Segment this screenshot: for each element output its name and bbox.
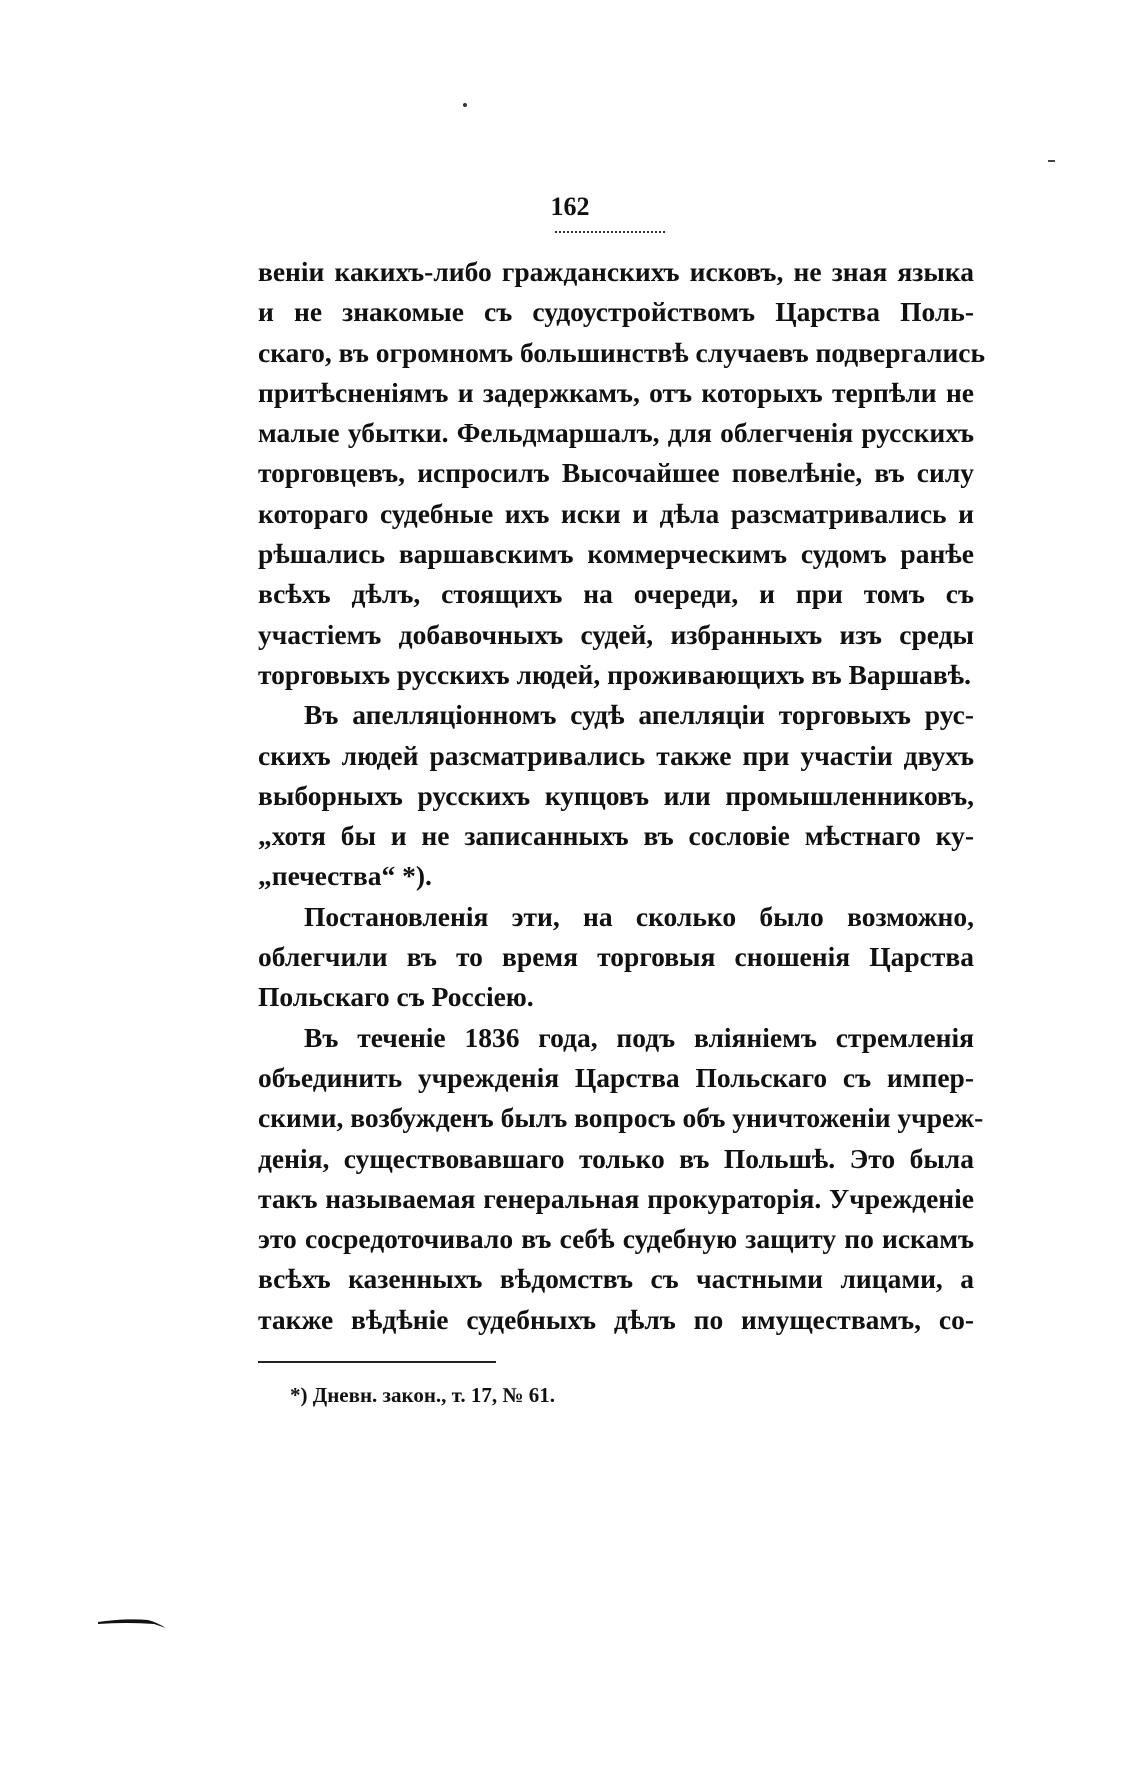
text-line: малые убытки. Фельдмаршалъ, для облегченія русскихъ [258,417,974,449]
text-line: рѣшались варшавскимъ коммерческимъ судомъ ранѣе [258,538,974,570]
text-line: Польскаго съ Россіею. [258,981,534,1013]
text-line: торговцевъ, испросилъ Высочайшее повелѣніе, въ силу [258,457,974,489]
paragraph [258,897,974,1018]
text-line: скаго, въ огромномъ большинствѣ случаевъ подвергались [258,336,986,368]
text-line: притѣсненіямъ и задержкамъ, отъ которыхъ терпѣли не [258,376,974,408]
text-line: Въ апелляціонномъ судѣ апелляціи торговыхъ рус- [304,699,974,731]
paragraph [258,252,986,695]
text-line: Въ теченіе 1836 года, подъ вліяніемъ стремленія [304,1021,974,1053]
paragraph [258,1018,984,1340]
text-line: котораго судебные ихъ иски и дѣла разсматривались и [258,497,974,529]
text-line: участіемъ добавочныхъ судей, избранныхъ изъ среды [258,618,974,650]
scan-pen-mark [96,1600,246,1650]
scan-speck [463,103,467,107]
text-line: и не знакомые съ судоустройствомъ Царства Поль- [258,296,974,328]
text-line: Постановленія эти, на сколько было возможно, [304,900,974,932]
page-number: 162 [550,192,590,221]
text-line: это сосредоточивало въ себѣ судебную защиту по искамъ [258,1223,974,1255]
page-number-ornament [555,228,665,233]
text-line: всѣхъ дѣлъ, стоящихъ на очереди, и при томъ съ [258,578,974,610]
text-line: такъ называемая генеральная прокураторія. Учрежденіе [258,1182,974,1214]
text-line: облегчили въ то время торговыя сношенія Царства [258,941,974,973]
text-line: скихъ людей разсматривались также при участіи двухъ [258,739,974,771]
scan-speck [1048,160,1055,162]
text-line: „хотя бы и не записанныхъ въ сословіе мѣстнаго ку- [258,820,974,852]
footnote-divider [258,1361,496,1363]
body-text [258,252,986,1340]
text-line: денія, существовавшаго только въ Польшѣ. Это была [258,1142,974,1174]
paragraph [258,695,974,896]
text-line: веніи какихъ-либо гражданскихъ исковъ, не зная языка [258,256,974,287]
footnote: *) Дневн. закон., т. 17, № 61. [290,1383,556,1407]
text-line: также вѣдѣніе судебныхъ дѣлъ по имуществамъ, со- [258,1303,974,1335]
text-line: „печества“ *). [258,860,432,892]
text-line: объединить учрежденія Царства Польскаго съ импер- [258,1061,974,1093]
text-line: торговыхъ русскихъ людей, проживающихъ въ Варшавѣ. [258,658,972,690]
text-line: скими, возбужденъ былъ вопросъ объ уничтоженіи учреж- [258,1102,984,1134]
text-line: выборныхъ русскихъ купцовъ или промышленниковъ, [258,779,974,811]
text-line: всѣхъ казенныхъ вѣдомствъ съ частными лицами, а [258,1263,974,1295]
